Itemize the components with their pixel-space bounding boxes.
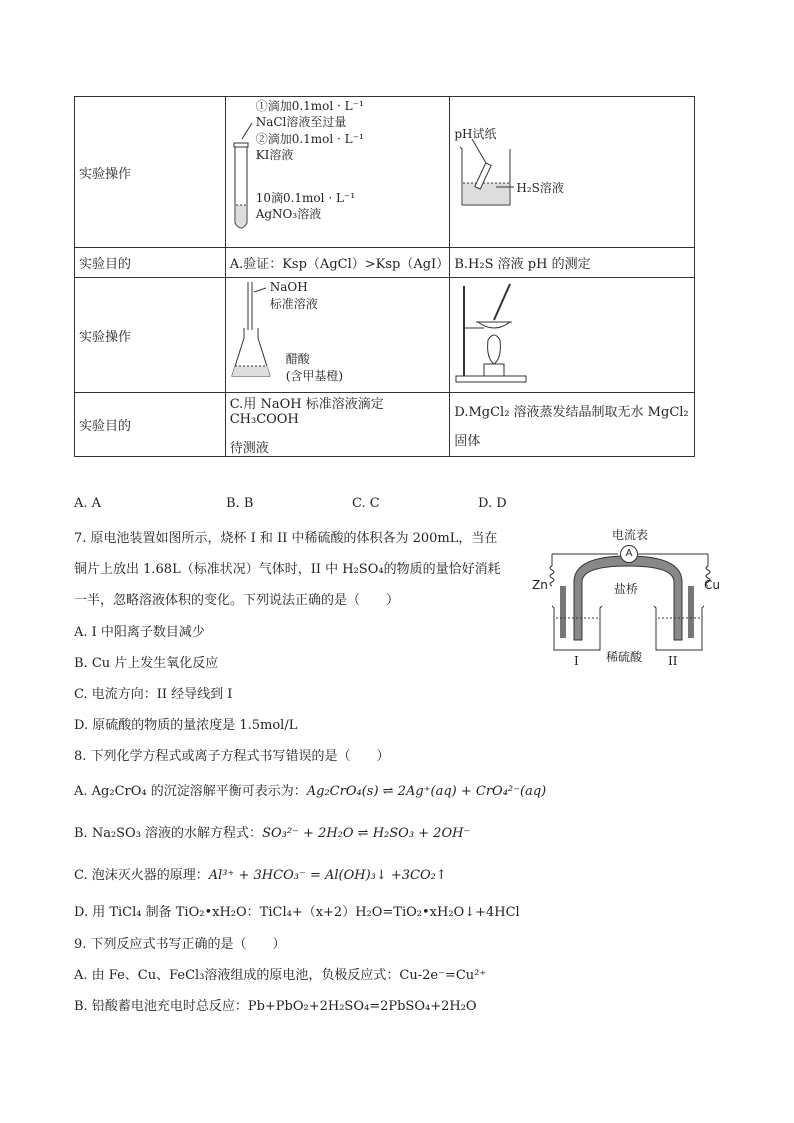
option-B-purpose: B.H₂S 溶液 pH 的测定: [450, 248, 695, 278]
q8-stem: 8. 下列化学方程式或离子方程式书写错误的是（ ）: [74, 749, 390, 764]
cell-A-apparatus: ①滴加0.1mol · L⁻¹ NaCl溶液至过量 ②滴加0.1mol · L⁻¹ KI溶液 10滴0.1mol · L⁻¹ AgNO₃溶液: [225, 97, 450, 248]
q7-option-b[interactable]: B. Cu 片上发生氧化反应: [74, 656, 219, 671]
galvanic-cell-figure: 电流表 Zn Cu 盐桥 稀硫酸 I II A: [528, 522, 728, 672]
q7-option-a[interactable]: A. I 中阳离子数目减少: [74, 625, 205, 640]
beaker-icon: [456, 135, 536, 215]
q9-option-b[interactable]: B. 铅酸蓄电池充电时总反应：Pb+PbO₂+2H₂SO₄=2PbSO₄+2H₂O: [74, 999, 477, 1014]
q8-option-b[interactable]: B. Na₂SO₃ 溶液的水解方程式：SO₃²⁻ + 2H₂O ⇌ H₂SO₃ + 2OH⁻: [74, 826, 471, 841]
q9-stem: 9. 下列反应式书写正确的是（ ）: [74, 937, 286, 952]
q8-option-a[interactable]: A. Ag₂CrO₄ 的沉淀溶解平衡可表示为：Ag₂CrO₄(s) ⇌ 2Ag⁺(aq) + CrO₄²⁻(aq): [74, 784, 547, 799]
row-label-purpose-1: 实验目的: [75, 248, 226, 278]
q7-option-c[interactable]: C. 电流方向：II 经导线到 I: [74, 687, 233, 702]
evaporation-stand-icon: [454, 280, 534, 388]
option-A-purpose: A.验证：Ksp（AgCl）>Ksp（AgI）: [225, 248, 450, 278]
row-label-operation-2: 实验操作: [75, 278, 226, 393]
option-D-purpose: D.MgCl₂ 溶液蒸发结晶制取无水 MgCl₂ 固体: [450, 393, 695, 457]
q7-stem-2: 铜片上放出 1.68L（标准状况）气体时，II 中 H₂SO₄的物质的量恰好消耗: [74, 562, 501, 577]
q8-option-c[interactable]: C. 泡沫灭火器的原理：Al³⁺ + 3HCO₃⁻ = Al(OH)₃↓ +3CO₂↑: [74, 868, 447, 883]
experiment-table: [74, 96, 695, 457]
q7-stem-1: 7. 原电池装置如图所示，烧杯 I 和 II 中稀硫酸的体积各为 200mL，当在: [74, 531, 498, 546]
option-C-purpose: C.用 NaOH 标准溶液滴定 CH₃COOH 待测液: [225, 393, 450, 457]
cell-D-apparatus: [450, 278, 695, 393]
q6-option-d[interactable]: D. D: [478, 496, 507, 511]
q7-option-d[interactable]: D. 原硫酸的物质的量浓度是 1.5mol/L: [74, 718, 298, 733]
q9-option-a[interactable]: A. 由 Fe、Cu、FeCl₃溶液组成的原电池，负极反应式：Cu-2e⁻=Cu²⁺: [74, 968, 487, 983]
cell-C-apparatus: NaOH 标准溶液 醋酸 (含甲基橙): [225, 278, 450, 393]
q7-stem-3: 一半，忽略溶液体积的变化。下列说法正确的是（ ）: [74, 593, 400, 608]
q6-option-c[interactable]: C. C: [352, 496, 380, 511]
q6-option-b[interactable]: B. B: [226, 496, 254, 511]
test-tube-icon: [230, 117, 258, 237]
ammeter-icon: A: [620, 545, 638, 563]
row-label-operation-1: 实验操作: [75, 97, 226, 248]
titration-flask-icon: [230, 282, 286, 386]
row-label-purpose-2: 实验目的: [75, 393, 226, 457]
q6-options: [74, 496, 554, 514]
q6-option-a[interactable]: A. A: [74, 496, 102, 511]
cell-B-apparatus: pH试纸 H₂S溶液: [450, 97, 695, 248]
q8-option-d[interactable]: D. 用 TiCl₄ 制备 TiO₂•xH₂O：TiCl₄+（x+2）H₂O=TiO₂•xH₂O↓+4HCl: [74, 905, 520, 920]
